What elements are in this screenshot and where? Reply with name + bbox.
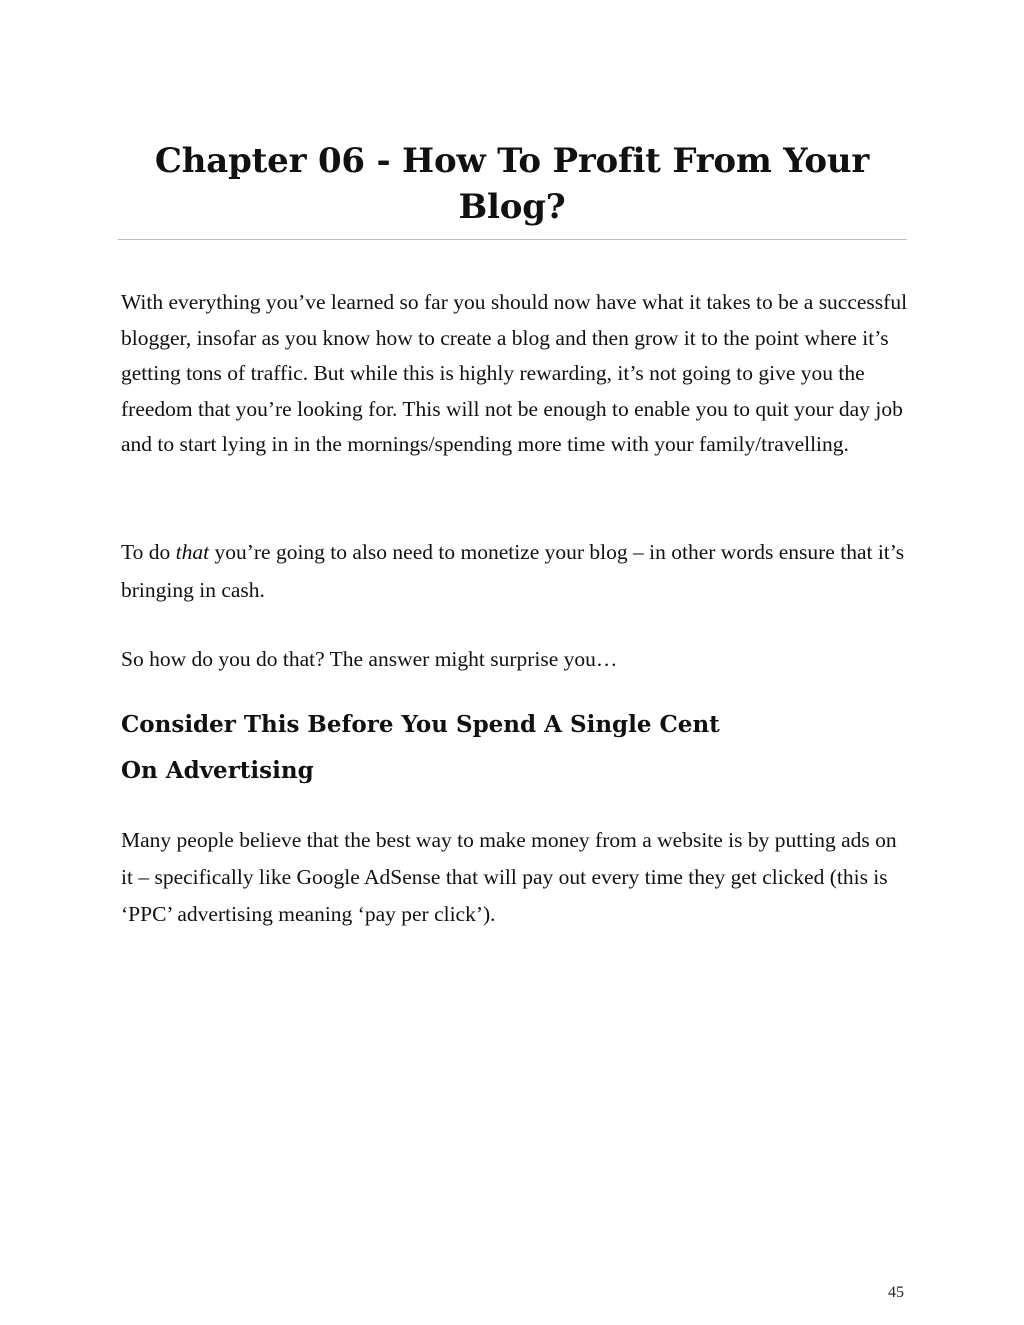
- paragraph-monetize-start: To do: [121, 540, 176, 564]
- paragraph-intro: With everything you’ve learned so far you should now have what it takes to be a successful blogger, insofar as you know how to create a blog and then grow it to the point where it’s getting tons of traffic. But while this is highly rewarding, it’s not going to give you the freedom that you’re looking for. This will not be enough to enable you to quit your day job and to start lying in in the mornings/spending more time with your family/travelling.: [121, 290, 908, 456]
- section-heading: [121, 702, 821, 794]
- section-heading-line-2: On Advertising: [121, 757, 314, 784]
- title-divider: [118, 239, 907, 240]
- paragraph-advertising: Many people believe that the best way to make money from a website is by putting ads on it – specifically like Google AdSense that will pay out every time they get clicked (this is ‘PPC’ advertising meaning ‘pay per click’).: [121, 828, 897, 926]
- paragraph-question: So how do you do that? The answer might surprise you…: [121, 647, 618, 671]
- page-number: 45: [888, 1284, 904, 1301]
- paragraph-monetize: [121, 533, 911, 609]
- paragraph-monetize-end: you’re going to also need to monetize your blog – in other words ensure that it’s bringing in cash.: [121, 540, 905, 602]
- emphasized-word: that: [175, 540, 210, 564]
- chapter-title: Chapter 06 - How To Profit From Your Blog?: [154, 141, 870, 227]
- section-heading-line-1: Consider This Before You Spend A Single Cent: [121, 711, 720, 738]
